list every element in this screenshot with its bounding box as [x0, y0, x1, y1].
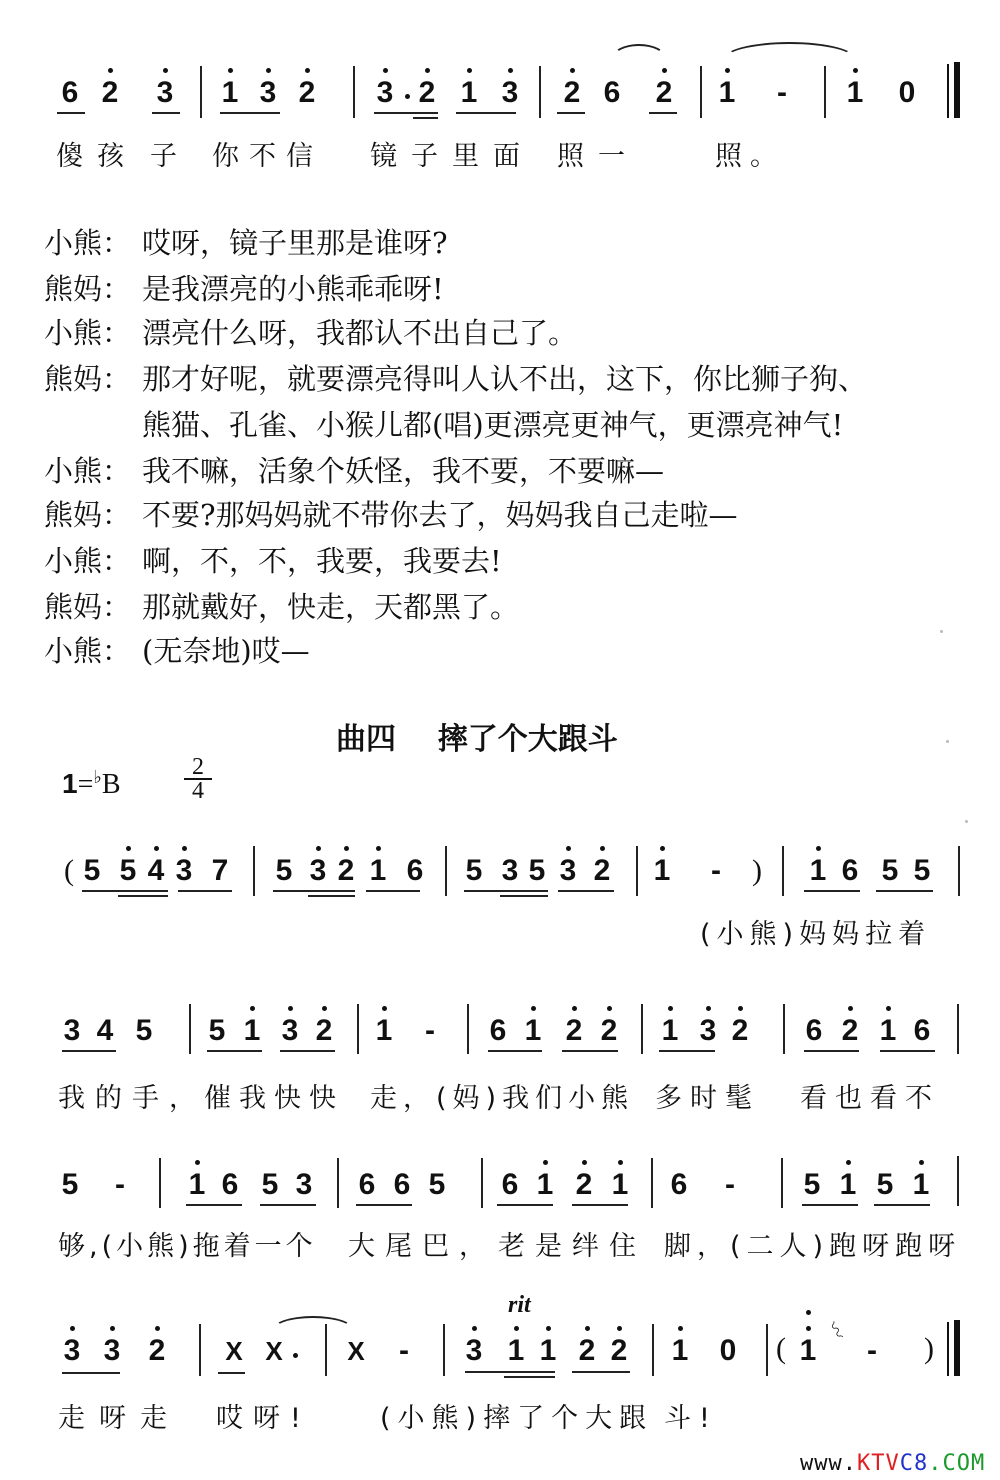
underline	[802, 1204, 858, 1206]
lyric: 老是绊住	[498, 1231, 646, 1262]
watermark-c8: C8	[899, 1451, 929, 1476]
watermark-ktv: KTV	[856, 1451, 900, 1476]
underline	[557, 112, 585, 114]
note: 6	[489, 1014, 507, 1047]
dialogue-line	[44, 364, 867, 394]
dialogue-text: 哎呀，镜子里那是谁呀?	[142, 226, 448, 260]
note: 4	[144, 856, 168, 886]
underline	[366, 890, 420, 892]
note: 5	[261, 1168, 279, 1201]
dialogue-line	[44, 410, 843, 440]
note: 1	[240, 1016, 264, 1046]
speaker: 小熊：	[44, 316, 132, 350]
note: 2	[295, 78, 319, 108]
note: 3	[373, 78, 397, 108]
barline	[200, 66, 202, 118]
barline	[957, 1156, 959, 1206]
note: 3	[60, 1336, 84, 1366]
note: 1	[806, 856, 830, 886]
double-dot-marker	[806, 1310, 811, 1315]
note: 2	[575, 1336, 599, 1366]
slur	[612, 44, 666, 58]
note: 0	[898, 76, 916, 109]
barline	[337, 1158, 339, 1208]
final-barline-thin	[947, 64, 949, 118]
lyric: 走呀走	[58, 1403, 181, 1434]
close-paren: )	[752, 854, 762, 887]
note: 1	[521, 1016, 545, 1046]
scan-speck	[946, 740, 949, 743]
open-paren: (	[776, 1332, 786, 1365]
dash: -	[725, 1168, 735, 1201]
scan-speck	[940, 630, 943, 633]
time-denominator: 4	[192, 778, 204, 804]
dash: -	[777, 76, 787, 109]
double-underline	[308, 895, 355, 897]
barline	[325, 1324, 327, 1376]
underline	[465, 1371, 555, 1373]
note: 5	[528, 854, 546, 887]
note: 3	[172, 856, 196, 886]
lyric: 照。	[715, 141, 785, 172]
note: 6	[670, 1168, 688, 1201]
speaker: 小熊：	[44, 226, 132, 260]
note: 1	[715, 78, 739, 108]
lyric: 你不信	[212, 141, 323, 172]
dialogue-line	[44, 546, 502, 576]
dash: -	[115, 1168, 125, 1201]
watermark-com: .COM	[928, 1451, 986, 1476]
note: 3	[696, 1016, 720, 1046]
note: 1	[796, 1336, 820, 1366]
speaker: 熊妈：	[44, 498, 132, 532]
lyric: 斗!	[664, 1403, 718, 1434]
double-underline	[504, 1376, 555, 1378]
note: 5	[881, 854, 899, 887]
note: 2	[728, 1016, 752, 1046]
underline	[220, 112, 280, 114]
lyric: 多时髦	[655, 1083, 760, 1114]
barline	[253, 846, 255, 896]
note: 5	[208, 1014, 226, 1047]
underline	[374, 112, 438, 114]
barline	[652, 1324, 654, 1376]
dash: -	[425, 1014, 435, 1047]
note: 1	[372, 1016, 396, 1046]
close-paren: )	[924, 1332, 934, 1365]
scan-speck	[965, 820, 968, 823]
underline	[876, 890, 933, 892]
barline	[189, 1004, 191, 1054]
speaker: 小熊：	[44, 454, 132, 488]
key-note: B	[101, 769, 121, 800]
note: 6	[603, 76, 621, 109]
augmentation-dot	[405, 94, 410, 99]
dialogue-text: 啊，不，不，我要，我要去!	[142, 544, 502, 578]
underline	[178, 890, 232, 892]
dialogue-text: 熊猫、孔雀、小猴儿都(唱)更漂亮更神气，更漂亮神气!	[142, 408, 844, 442]
dialogue-text: 我不嘛，活象个妖怪，我不要，不要嘛—	[142, 454, 665, 488]
note: 5	[61, 1168, 79, 1201]
augmentation-dot	[293, 1353, 298, 1358]
note: 2	[652, 78, 676, 108]
note: 1	[836, 1170, 860, 1200]
note: 2	[597, 1016, 621, 1046]
tempo-mark-rit: rit	[508, 1292, 531, 1318]
lyric: (小熊)摔了个大跟	[380, 1403, 654, 1434]
lyric: (小熊)妈妈拉着	[700, 919, 932, 950]
note: 3	[306, 856, 330, 886]
note: 0	[719, 1334, 737, 1367]
barline	[641, 1004, 643, 1054]
barline	[782, 846, 784, 896]
final-barline-thick	[954, 1320, 960, 1376]
watermark	[800, 1452, 985, 1476]
underline	[456, 112, 516, 114]
underline	[260, 1204, 316, 1206]
glissando-icon: 〰	[821, 1317, 850, 1344]
underline	[207, 1050, 262, 1052]
note: 3	[63, 1014, 81, 1047]
note: 6	[358, 1168, 376, 1201]
key-signature	[62, 762, 121, 800]
note: 5	[275, 854, 293, 887]
note: 1	[608, 1170, 632, 1200]
note: 3	[153, 78, 177, 108]
barline	[467, 1004, 469, 1054]
underline	[572, 1371, 630, 1373]
note: 2	[572, 1170, 596, 1200]
note: 6	[61, 76, 79, 109]
barline	[957, 1004, 959, 1054]
note: 1	[536, 1336, 560, 1366]
dialogue-text: 漂亮什么呀，我都认不出自己了。	[142, 316, 578, 350]
dash: -	[711, 854, 721, 887]
note: 1	[366, 856, 390, 886]
underline	[464, 890, 548, 892]
barline	[766, 1324, 768, 1376]
note: 1	[668, 1336, 692, 1366]
lyric: 子	[150, 141, 185, 172]
speaker: 小熊：	[44, 634, 132, 668]
barline	[357, 1004, 359, 1054]
watermark-www: www.	[800, 1451, 857, 1476]
tie	[272, 1316, 354, 1330]
note: 3	[556, 856, 580, 886]
speaker: 熊妈：	[44, 272, 132, 306]
note: 3	[295, 1168, 313, 1201]
double-underline	[500, 895, 548, 897]
dialogue-text: 那就戴好，快走，天都黑了。	[142, 590, 520, 624]
note: 1	[876, 1016, 900, 1046]
note: 5	[465, 854, 483, 887]
lyric: 看也看不	[800, 1083, 940, 1114]
underline	[804, 1050, 859, 1052]
time-numerator: 2	[184, 756, 212, 780]
final-barline-thin	[947, 1322, 949, 1376]
note: 1	[504, 1336, 528, 1366]
underline	[82, 890, 168, 892]
underline	[880, 1050, 935, 1052]
lyric: 大尾巴，	[348, 1231, 496, 1262]
barline	[958, 846, 960, 896]
barline	[445, 846, 447, 896]
tie	[722, 42, 857, 60]
speaker: 小熊：	[44, 544, 132, 578]
key-equals: =	[77, 769, 94, 800]
note: 1	[650, 856, 674, 886]
barline	[199, 1324, 201, 1376]
final-barline-thick	[954, 62, 960, 118]
barline	[636, 846, 638, 896]
note: 3	[498, 78, 522, 108]
note: 2	[838, 1016, 862, 1046]
note: 2	[590, 856, 614, 886]
dialogue-line	[44, 592, 519, 622]
note: 4	[96, 1014, 114, 1047]
note: 7	[211, 854, 229, 887]
dialogue-text: 是我漂亮的小熊乖乖呀!	[142, 272, 444, 306]
key-one: 1	[62, 768, 78, 799]
barline	[539, 66, 541, 118]
speaker: 熊妈：	[44, 362, 132, 396]
note: 6	[805, 1014, 823, 1047]
underline	[497, 1204, 553, 1206]
dialogue-line	[44, 500, 738, 530]
note: 2	[334, 856, 358, 886]
percussion-x: X	[265, 1336, 283, 1366]
underline	[186, 1204, 242, 1206]
underline	[356, 1204, 412, 1206]
double-underline	[118, 895, 168, 897]
underline	[62, 1050, 116, 1052]
open-paren: (	[64, 854, 74, 887]
underline	[572, 1204, 628, 1206]
note: 6	[841, 854, 859, 887]
dialogue-line	[44, 228, 448, 258]
underline	[280, 1050, 335, 1052]
note: 5	[116, 856, 140, 886]
underline	[659, 1050, 715, 1052]
note: 1	[457, 78, 481, 108]
dialogue-text: 那才好呢，就要漂亮得叫人认不出，这下，你比狮子狗、	[142, 362, 868, 396]
note: 1	[843, 78, 867, 108]
underline	[488, 1050, 542, 1052]
underline	[562, 1050, 618, 1052]
lyric: 哎呀!	[216, 1403, 311, 1434]
note: 1	[185, 1170, 209, 1200]
speaker: 熊妈：	[44, 590, 132, 624]
note: 6	[501, 1168, 519, 1201]
barline	[481, 1158, 483, 1208]
note: 3	[256, 78, 280, 108]
note: 5	[913, 854, 931, 887]
time-signature	[184, 756, 212, 802]
barline	[159, 1158, 161, 1208]
note: 6	[221, 1168, 239, 1201]
barline	[353, 66, 355, 118]
barline	[651, 1158, 653, 1208]
note: 3	[100, 1336, 124, 1366]
lyric: 走，(妈)我们小熊	[370, 1083, 635, 1114]
barline	[781, 1158, 783, 1208]
note: 2	[98, 78, 122, 108]
note: 2	[415, 78, 439, 108]
dash: -	[399, 1334, 409, 1367]
note: 3	[278, 1016, 302, 1046]
barline	[824, 66, 826, 118]
note: 2	[560, 78, 584, 108]
note: 5	[876, 1168, 894, 1201]
note: 1	[218, 78, 242, 108]
underline	[152, 112, 180, 114]
dialogue-text: 不要?那妈妈就不带你去了，妈妈我自己走啦—	[142, 498, 738, 532]
dialogue-text: (无奈地)哎—	[142, 634, 310, 668]
note: 2	[145, 1336, 169, 1366]
double-underline	[413, 117, 438, 119]
underline	[62, 1372, 120, 1374]
note: 2	[562, 1016, 586, 1046]
note: 6	[406, 854, 424, 887]
note: 1	[909, 1170, 933, 1200]
lyric: 傻孩	[56, 141, 138, 172]
underline	[649, 112, 677, 114]
note: 5	[135, 1014, 153, 1047]
note: 2	[607, 1336, 631, 1366]
underline	[218, 1372, 245, 1374]
underline	[804, 890, 860, 892]
note: 5	[428, 1168, 446, 1201]
dialogue-line	[44, 318, 577, 348]
lyric: 脚，(二人)跑呀跑呀	[664, 1231, 962, 1262]
percussion-x: X	[347, 1336, 365, 1366]
flat-icon: ♭	[93, 767, 102, 787]
note: 6	[913, 1014, 931, 1047]
dialogue-line	[44, 636, 310, 666]
underline	[273, 890, 355, 892]
barline	[783, 1004, 785, 1054]
barline	[700, 66, 702, 118]
song-title: 曲四 摔了个大跟斗	[336, 722, 618, 757]
note: 3	[501, 854, 519, 887]
dialogue-line	[44, 456, 664, 486]
note: 1	[658, 1016, 682, 1046]
underline	[558, 890, 614, 892]
note: 2	[312, 1016, 336, 1046]
lyric: 够,(小熊)拖着一个	[58, 1231, 317, 1262]
note: 5	[83, 854, 101, 887]
note: 6	[393, 1168, 411, 1201]
lyric: 我的手，	[58, 1083, 206, 1114]
lyric: 催我快快	[204, 1083, 344, 1114]
dialogue-line	[44, 274, 444, 304]
barline	[443, 1324, 445, 1376]
note: 3	[462, 1336, 486, 1366]
note: 1	[533, 1170, 557, 1200]
note: 5	[803, 1168, 821, 1201]
underline	[874, 1204, 930, 1206]
dash: -	[867, 1334, 877, 1367]
percussion-x: X	[225, 1336, 243, 1366]
lyric: 照一	[557, 141, 639, 172]
lyric: 镜子里面	[370, 141, 534, 172]
underline	[57, 112, 85, 114]
